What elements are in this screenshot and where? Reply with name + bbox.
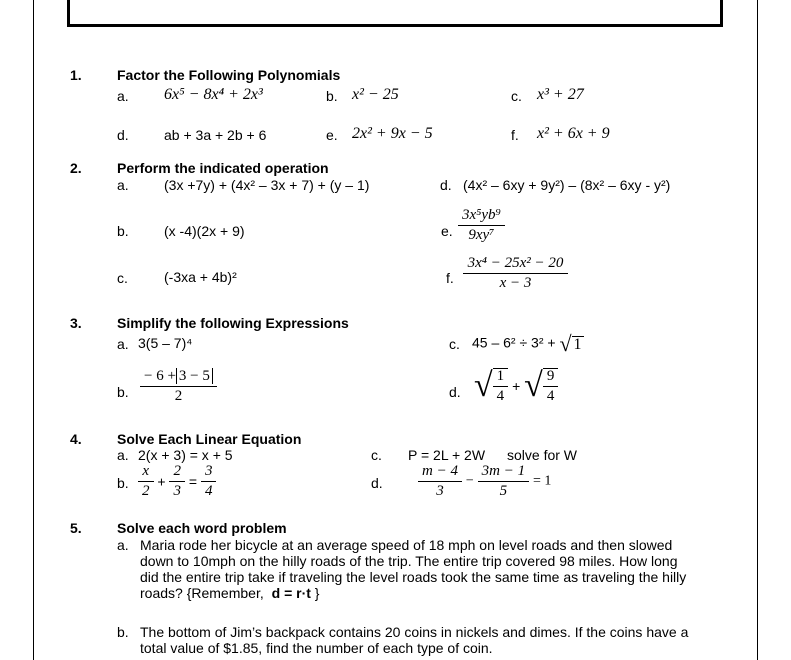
- problem-5a-line-1: Maria rode her bicycle at an average speed of 18 mph on level roads and then slowed: [140, 537, 673, 553]
- problem-2-title: Perform the indicated operation: [117, 160, 329, 176]
- problem-2b-label: b.: [117, 223, 129, 239]
- problem-5b-line-1: The bottom of Jim’s backpack contains 20 coins in nickels and dimes. If the coins have a: [140, 624, 689, 640]
- problem-5b-label: b.: [117, 624, 129, 640]
- problem-5-number: 5.: [70, 520, 82, 536]
- left-margin-line: [33, 0, 34, 660]
- problem-2e-label: e.: [441, 223, 453, 239]
- problem-5a-formula: d = r·t: [271, 585, 311, 601]
- problem-3c-expr: [472, 333, 584, 355]
- problem-3c-radicand: 1: [573, 335, 582, 353]
- problem-4c-expr: P = 2L + 2W: [408, 447, 486, 463]
- problem-3c-radical: √ 1: [559, 331, 582, 356]
- problem-5a-line-4: roads? {Remember, d = r·t }: [140, 585, 320, 601]
- problem-3b-label: b.: [117, 384, 129, 400]
- problem-1-number: 1.: [70, 67, 82, 83]
- problem-3b-absolute-value: 3 − 5: [176, 368, 213, 384]
- problem-2a-expr: (3x +7y) + (4x² – 3x + 7) + (y – 1): [164, 177, 370, 193]
- problem-5a-label: a.: [117, 537, 129, 553]
- problem-2f-numerator: 3x⁴ − 25x² − 20: [463, 256, 568, 274]
- problem-3d-label: d.: [449, 384, 461, 400]
- problem-1b-label: b.: [326, 88, 338, 104]
- problem-3a-label: a.: [117, 336, 129, 352]
- problem-4b-expr: $\frac{x}{2}$ + $\frac{2}{3}$ = $\frac{3}{4}$: [138, 464, 216, 499]
- problem-4c-note: solve for W: [507, 447, 578, 463]
- problem-4c-label: c.: [371, 447, 382, 463]
- problem-1c-label: c.: [511, 88, 522, 104]
- problem-1b-expr: x² − 25: [352, 86, 399, 103]
- problem-2e-denominator: 9xy⁷: [468, 227, 495, 243]
- problem-3d-radical-2: √ $\frac{9}{4}$: [524, 368, 558, 404]
- problem-2d-expr: (4x² – 6xy + 9y²) – (8x² – 6xy - y²): [463, 177, 671, 193]
- problem-4b-label: b.: [117, 475, 129, 491]
- problem-3c-text: 45 – 6² ÷ 3² +: [472, 334, 556, 351]
- problem-1-title: Factor the Following Polynomials: [117, 67, 341, 83]
- problem-3d-plus: +: [512, 378, 521, 394]
- problem-5a-line-2: down to 10mph on the hilly roads of the trip. The entire trip covered 98 miles. How long: [140, 553, 678, 569]
- problem-4-title: Solve Each Linear Equation: [117, 431, 302, 447]
- problem-3b-prefix: − 6 +: [144, 368, 176, 384]
- problem-3-number: 3.: [70, 315, 82, 331]
- problem-3-title: Simplify the following Expressions: [117, 315, 349, 331]
- problem-1d-label: d.: [117, 127, 129, 143]
- problem-2-number: 2.: [70, 160, 82, 176]
- problem-1a-label: a.: [117, 88, 129, 104]
- problem-2e-fraction: [458, 208, 505, 243]
- problem-2d-label: d.: [440, 177, 452, 193]
- problem-4a-label: a.: [117, 447, 129, 463]
- problem-1d-expr: ab + 3a + 2b + 6: [164, 127, 267, 143]
- problem-1a-expr: 6x⁵ − 8x⁴ + 2x³: [164, 86, 263, 103]
- problem-2f-label: f.: [446, 270, 454, 286]
- problem-2b-expr: (x -4)(2x + 9): [164, 223, 245, 239]
- problem-1e-label: e.: [326, 127, 338, 143]
- problem-4a-expr: 2(x + 3) = x + 5: [138, 447, 233, 463]
- right-margin-line: [757, 0, 758, 660]
- problem-4d-label: d.: [371, 475, 383, 491]
- problem-1e-expr: 2x² + 9x − 5: [352, 125, 433, 142]
- problem-3b-denominator: 2: [174, 388, 183, 404]
- problem-2c-label: c.: [117, 270, 128, 286]
- problem-1c-expr: x³ + 27: [537, 86, 584, 103]
- problem-1f-label: f.: [511, 127, 519, 143]
- problem-2f-denominator: x − 3: [499, 275, 532, 291]
- problem-5-title: Solve each word problem: [117, 520, 287, 536]
- header-box: [67, 0, 723, 27]
- problem-3c-label: c.: [449, 336, 460, 352]
- problem-3d-expr: [474, 368, 558, 404]
- problem-2c-expr: (-3xa + 4b)²: [164, 269, 237, 285]
- problem-3a-expr: 3(5 – 7)⁴: [138, 335, 193, 351]
- problem-4-number: 4.: [70, 431, 82, 447]
- problem-3b-fraction: [140, 369, 217, 404]
- problem-5a-line-3: did the entire trip take if traveling the level roads took the same time as traveling the hilly: [140, 569, 687, 585]
- problem-4d-expr: $\frac{m - 4}{3}$ − $\frac{3m - 1}{5}$ = 1: [418, 464, 551, 499]
- problem-1f-expr: x² + 6x + 9: [537, 125, 610, 142]
- problem-2e-numerator: 3x⁵yb⁹: [458, 208, 505, 226]
- problem-2a-label: a.: [117, 177, 129, 193]
- problem-5b-line-2: total value of $1.85, find the number of each type of coin.: [140, 640, 493, 656]
- problem-3d-radical-1: √ $\frac{1}{4}$: [474, 368, 508, 404]
- problem-2f-fraction: [463, 256, 568, 291]
